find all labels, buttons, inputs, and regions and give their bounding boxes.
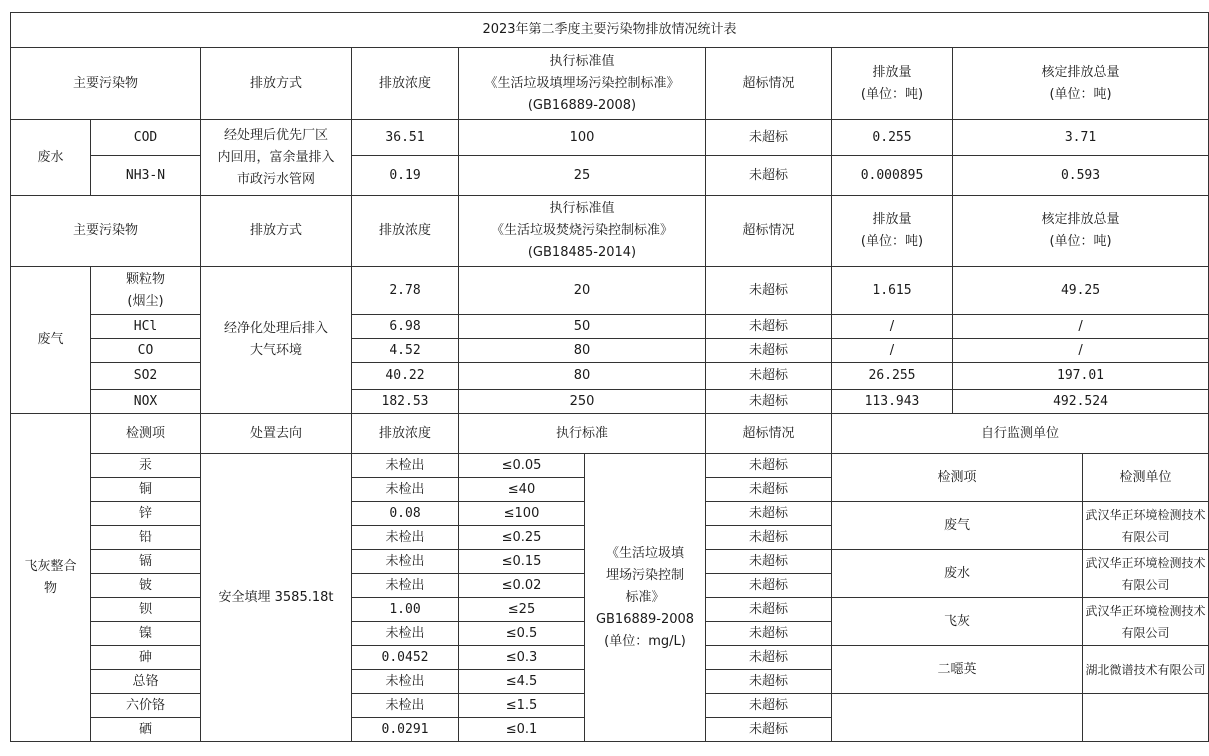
fa-item: 铍 — [91, 574, 201, 598]
ww-header-pollutant: 主要污染物 — [11, 48, 201, 120]
ex-method — [201, 267, 352, 414]
ww-method-l1: 经处理后优先厂区 — [223, 127, 328, 143]
ww-method — [201, 120, 352, 196]
table-row — [11, 363, 1209, 390]
ww-item: NH3-N — [91, 156, 201, 196]
fa-concentration: 0.0452 — [352, 646, 459, 670]
ex-header-exceed: 超标情况 — [706, 196, 832, 267]
fa-limit: ≤0.02 — [459, 574, 585, 598]
fa-concentration: 未检出 — [352, 574, 459, 598]
ww-concentration: 36.51 — [352, 120, 459, 156]
report-sheet — [10, 12, 1209, 742]
ex-item: NOX — [91, 390, 201, 414]
fa-header-exceed: 超标情况 — [706, 414, 832, 454]
ww-method-l3: 市政污水管网 — [236, 171, 315, 187]
fa-header-concentration: 排放浓度 — [352, 414, 459, 454]
fa-standard-note-l4: GB16889-2008 — [595, 611, 695, 627]
ex-amount: 1.615 — [832, 267, 953, 315]
fa-concentration: 未检出 — [352, 622, 459, 646]
fa-standard-note-l5: (单位：mg/L) — [604, 633, 686, 649]
fa-monitor-unit — [1083, 550, 1209, 598]
fa-category-l2: 物 — [43, 580, 57, 596]
fa-limit: ≤0.1 — [459, 718, 585, 742]
ex-header-standard-l3: (GB18485-2014) — [527, 245, 637, 260]
ex-amount: 26.255 — [832, 363, 953, 390]
ww-standard: 25 — [459, 156, 706, 196]
fa-monitor-unit — [1083, 502, 1209, 550]
ww-header-approved-l1: 核定排放总量 — [1041, 64, 1120, 80]
fa-header-item: 检测项 — [91, 414, 201, 454]
fa-monitor-unit-l1: 武汉华正环境检测技术 — [1085, 555, 1206, 570]
ww-approved: 0.593 — [953, 156, 1209, 196]
ww-category: 废水 — [11, 120, 91, 196]
ex-header-pollutant: 主要污染物 — [11, 196, 201, 267]
ww-item: COD — [91, 120, 201, 156]
ex-standard: 50 — [459, 315, 706, 339]
ww-header-concentration: 排放浓度 — [352, 48, 459, 120]
fa-concentration: 0.08 — [352, 502, 459, 526]
ww-header-standard-l3: (GB16889-2008) — [527, 97, 637, 113]
fa-exceed: 未超标 — [706, 694, 832, 718]
fa-monitor-unit — [1083, 598, 1209, 646]
fa-disposal: 安全填埋 3585.18t — [201, 454, 352, 742]
fa-item: 硒 — [91, 718, 201, 742]
fa-monitor-item: 飞灰 — [832, 598, 1083, 646]
fa-limit: ≤0.5 — [459, 622, 585, 646]
fa-exceed: 未超标 — [706, 526, 832, 550]
ww-header-amount-l2: (单位：吨) — [860, 86, 924, 102]
ww-header-approved-l2: (单位：吨) — [1049, 86, 1112, 102]
ex-method-l1: 经净化处理后排入 — [223, 321, 328, 336]
fa-concentration: 0.0291 — [352, 718, 459, 742]
fa-concentration: 未检出 — [352, 478, 459, 502]
fa-exceed: 未超标 — [706, 622, 832, 646]
ex-header-approved-l2: (单位：吨) — [1049, 234, 1112, 249]
fa-monitor-item: 二噁英 — [832, 646, 1083, 694]
ex-exceed: 未超标 — [706, 363, 832, 390]
ex-standard: 80 — [459, 363, 706, 390]
fa-limit: ≤1.5 — [459, 694, 585, 718]
fa-header-monitor: 自行监测单位 — [832, 414, 1209, 454]
table-row — [11, 156, 1209, 196]
ex-concentration: 2.78 — [352, 267, 459, 315]
table-row — [11, 390, 1209, 414]
fa-monitor-item: 废水 — [832, 550, 1083, 598]
fa-limit: ≤0.05 — [459, 454, 585, 478]
fa-limit: ≤0.15 — [459, 550, 585, 574]
fa-monitor-col-item: 检测项 — [832, 454, 1083, 502]
ex-standard: 80 — [459, 339, 706, 363]
ex-header-amount-l1: 排放量 — [872, 212, 912, 227]
fa-exceed: 未超标 — [706, 478, 832, 502]
fa-exceed: 未超标 — [706, 574, 832, 598]
fa-item: 铅 — [91, 526, 201, 550]
fa-limit: ≤0.25 — [459, 526, 585, 550]
fa-concentration: 未检出 — [352, 670, 459, 694]
ex-item-l2: (烟尘) — [127, 293, 164, 309]
ww-approved: 3.71 — [953, 120, 1209, 156]
fa-exceed: 未超标 — [706, 502, 832, 526]
ex-amount: 113.943 — [832, 390, 953, 414]
table-row — [11, 454, 1209, 478]
fa-exceed: 未超标 — [706, 670, 832, 694]
fa-item: 钡 — [91, 598, 201, 622]
fa-item: 铜 — [91, 478, 201, 502]
ex-exceed: 未超标 — [706, 267, 832, 315]
fa-concentration: 未检出 — [352, 694, 459, 718]
ex-item: SO2 — [91, 363, 201, 390]
ex-exceed: 未超标 — [706, 315, 832, 339]
ww-header-approved — [953, 48, 1209, 120]
ex-concentration: 40.22 — [352, 363, 459, 390]
fa-standard-note-l3: 标准》 — [625, 589, 665, 605]
ex-standard: 250 — [459, 390, 706, 414]
fa-category-l1: 飞灰整合 — [24, 558, 77, 574]
ex-concentration: 182.53 — [352, 390, 459, 414]
table-row — [11, 339, 1209, 363]
ex-exceed: 未超标 — [706, 339, 832, 363]
fa-header-standard: 执行标准 — [459, 414, 706, 454]
ww-amount: 0.000895 — [832, 156, 953, 196]
ex-header-approved — [953, 196, 1209, 267]
ex-item — [91, 267, 201, 315]
fa-item: 砷 — [91, 646, 201, 670]
ww-header-standard — [459, 48, 706, 120]
table-row — [11, 120, 1209, 156]
ex-header-amount — [832, 196, 953, 267]
ex-concentration: 6.98 — [352, 315, 459, 339]
ex-standard: 20 — [459, 267, 706, 315]
fa-standard-note — [585, 454, 706, 742]
ex-approved: / — [953, 339, 1209, 363]
ex-item: HCl — [91, 315, 201, 339]
fa-monitor-item: 废气 — [832, 502, 1083, 550]
fa-concentration: 未检出 — [352, 550, 459, 574]
ex-method-l2: 大气环境 — [249, 343, 302, 358]
ex-header-standard-l1: 执行标准值 — [549, 201, 615, 216]
ex-concentration: 4.52 — [352, 339, 459, 363]
fa-monitor-empty — [1083, 694, 1209, 742]
fa-monitor-unit-l2: 有限公司 — [1121, 529, 1170, 544]
fa-monitor-unit: 湖北微谱技术有限公司 — [1083, 646, 1209, 694]
ex-header-standard-l2: 《生活垃圾焚烧污染控制标准》 — [490, 223, 673, 238]
ex-category: 废气 — [11, 267, 91, 414]
ex-amount: / — [832, 339, 953, 363]
fa-item: 六价铬 — [91, 694, 201, 718]
ww-standard: 100 — [459, 120, 706, 156]
ex-item-l1: 颗粒物 — [125, 271, 165, 287]
fa-exceed: 未超标 — [706, 718, 832, 742]
ww-amount: 0.255 — [832, 120, 953, 156]
ww-exceed: 未超标 — [706, 120, 832, 156]
ww-header-amount — [832, 48, 953, 120]
ww-method-l2: 内回用，富余量排入 — [217, 149, 335, 165]
fa-exceed: 未超标 — [706, 598, 832, 622]
fa-limit: ≤40 — [459, 478, 585, 502]
fa-concentration: 1.00 — [352, 598, 459, 622]
fa-monitor-unit-l1: 武汉华正环境检测技术 — [1085, 507, 1206, 522]
fa-header-disposal: 处置去向 — [201, 414, 352, 454]
fa-exceed: 未超标 — [706, 454, 832, 478]
fa-item: 锌 — [91, 502, 201, 526]
ex-header-approved-l1: 核定排放总量 — [1041, 212, 1120, 227]
fa-limit: ≤0.3 — [459, 646, 585, 670]
fa-concentration: 未检出 — [352, 454, 459, 478]
fa-exceed: 未超标 — [706, 646, 832, 670]
fa-limit: ≤4.5 — [459, 670, 585, 694]
fa-monitor-unit-l2: 有限公司 — [1121, 577, 1170, 592]
fa-item: 总铬 — [91, 670, 201, 694]
fa-monitor-empty — [832, 694, 1083, 742]
fa-limit: ≤100 — [459, 502, 585, 526]
ww-header-standard-l2: 《生活垃圾填埋场污染控制标准》 — [484, 75, 680, 91]
ex-approved: / — [953, 315, 1209, 339]
ex-approved: 49.25 — [953, 267, 1209, 315]
ex-approved: 492.524 — [953, 390, 1209, 414]
ex-item: CO — [91, 339, 201, 363]
table-row — [11, 315, 1209, 339]
ww-header-exceed: 超标情况 — [706, 48, 832, 120]
table-row — [11, 267, 1209, 315]
fa-monitor-col-unit: 检测单位 — [1083, 454, 1209, 502]
fa-exceed: 未超标 — [706, 550, 832, 574]
fa-item: 镍 — [91, 622, 201, 646]
ex-header-concentration: 排放浓度 — [352, 196, 459, 267]
fa-limit: ≤25 — [459, 598, 585, 622]
ww-header-standard-l1: 执行标准值 — [549, 53, 615, 69]
ww-header-method: 排放方式 — [201, 48, 352, 120]
ex-header-method: 排放方式 — [201, 196, 352, 267]
fa-monitor-unit-l2: 有限公司 — [1121, 625, 1170, 640]
fa-item: 汞 — [91, 454, 201, 478]
ex-exceed: 未超标 — [706, 390, 832, 414]
emission-statistics-table — [10, 12, 1209, 742]
fa-category — [11, 414, 91, 742]
fa-concentration: 未检出 — [352, 526, 459, 550]
table-title: 2023年第二季度主要污染物排放情况统计表 — [11, 13, 1209, 48]
ex-header-standard — [459, 196, 706, 267]
fa-monitor-unit-l1: 武汉华正环境检测技术 — [1085, 603, 1206, 618]
fa-standard-note-l2: 埋场污染控制 — [605, 567, 684, 583]
ex-header-amount-l2: (单位：吨) — [860, 234, 924, 249]
ww-header-amount-l1: 排放量 — [872, 64, 912, 80]
ww-exceed: 未超标 — [706, 156, 832, 196]
fa-standard-note-l1: 《生活垃圾填 — [605, 545, 684, 561]
fa-item: 镉 — [91, 550, 201, 574]
ww-concentration: 0.19 — [352, 156, 459, 196]
ex-approved: 197.01 — [953, 363, 1209, 390]
ex-amount: / — [832, 315, 953, 339]
